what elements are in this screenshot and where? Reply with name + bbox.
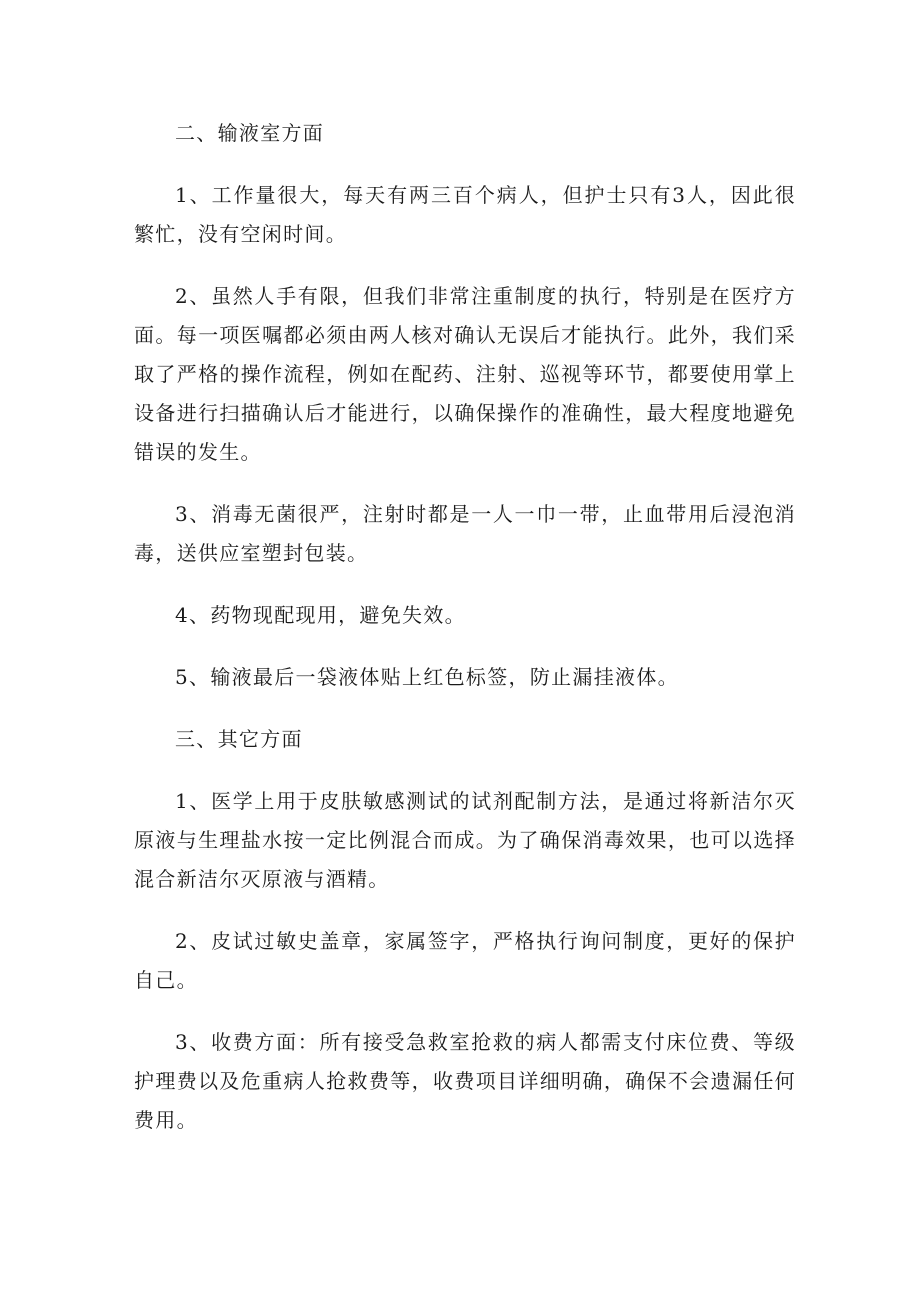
paragraph: 3、消毒无菌很严，注射时都是一人一巾一带，止血带用后浸泡消毒，送供应室塑封包装。 [134,502,796,565]
paragraph: 1、工作量很大，每天有两三百个病人，但护士只有3人，因此很繁忙，没有空闲时间。 [134,183,796,246]
section-heading-infusion-room: 二、输液室方面 [175,121,325,145]
paragraph: 3、收费方面：所有接受急救室抢救的病人都需支付床位费、等级护理费以及危重病人抢救费等，收费项目详细明确，确保不会遗漏任何费用。 [134,1030,796,1132]
paragraph: 1、医学上用于皮肤敏感测试的试剂配制方法，是通过将新洁尔灭原液与生理盐水按一定比例混合而成。为了确保消毒效果，也可以选择混合新洁尔灭原液与酒精。 [134,789,796,891]
section-heading-other: 三、其它方面 [175,727,303,751]
paragraph: 5、输液最后一袋液体贴上红色标签，防止漏挂液体。 [175,665,679,689]
paragraph: 2、虽然人手有限，但我们非常注重制度的执行，特别是在医疗方面。每一项医嘱都必须由两人核对确认无误后才能执行。此外，我们采取了严格的操作流程，例如在配药、注射、巡视等环节，都要使用掌上设备进行扫描确认后才能进行，以确保操作的准确性，最大程度地避免错误的发生。 [134,284,796,464]
paragraph: 2、皮试过敏史盖章，家属签字，严格执行询问制度，更好的保护自己。 [134,929,796,992]
document-body [134,114,796,1163]
paragraph: 4、药物现配现用，避免失效。 [175,603,466,627]
